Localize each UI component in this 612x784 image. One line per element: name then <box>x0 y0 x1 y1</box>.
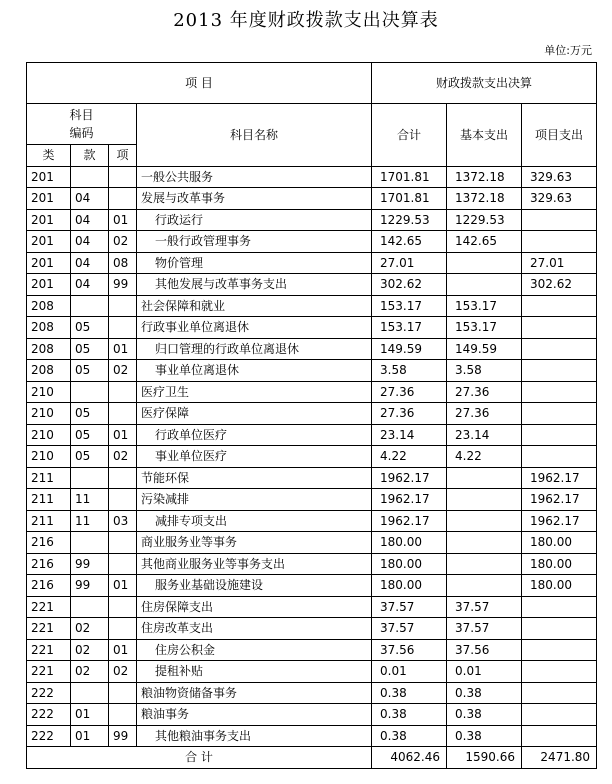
cell-basic: 37.57 <box>447 596 522 618</box>
cell-basic: 153.17 <box>447 317 522 339</box>
cell-kuan: 01 <box>71 704 109 726</box>
cell-name: 医疗卫生 <box>137 381 372 403</box>
cell-project <box>522 639 597 661</box>
cell-xiang <box>109 166 137 188</box>
table-row <box>27 446 597 468</box>
cell-project: 1962.17 <box>522 510 597 532</box>
header-total: 合计 <box>372 104 447 167</box>
header-lei: 类 <box>27 145 71 167</box>
cell-total: 1701.81 <box>372 188 447 210</box>
cell-kuan: 04 <box>71 274 109 296</box>
cell-name: 医疗保障 <box>137 403 372 425</box>
cell-kuan <box>71 682 109 704</box>
cell-project: 180.00 <box>522 532 597 554</box>
header-code-title: 科目 编码 <box>27 104 137 145</box>
cell-total: 1962.17 <box>372 467 447 489</box>
cell-kuan <box>71 532 109 554</box>
cell-name: 其他商业服务业等事务支出 <box>137 553 372 575</box>
cell-xiang: 02 <box>109 661 137 683</box>
cell-name: 住房保障支出 <box>137 596 372 618</box>
total-project: 2471.80 <box>522 747 597 769</box>
cell-project: 329.63 <box>522 188 597 210</box>
cell-xiang <box>109 682 137 704</box>
cell-total: 1962.17 <box>372 489 447 511</box>
cell-project: 180.00 <box>522 553 597 575</box>
cell-xiang <box>109 188 137 210</box>
cell-project <box>522 704 597 726</box>
cell-lei: 221 <box>27 618 71 640</box>
cell-total: 1962.17 <box>372 510 447 532</box>
cell-total: 37.57 <box>372 618 447 640</box>
cell-project <box>522 725 597 747</box>
cell-kuan: 11 <box>71 510 109 532</box>
cell-basic: 1372.18 <box>447 166 522 188</box>
cell-xiang <box>109 403 137 425</box>
header-basic: 基本支出 <box>447 104 522 167</box>
cell-xiang: 08 <box>109 252 137 274</box>
cell-basic: 0.38 <box>447 725 522 747</box>
cell-basic: 4.22 <box>447 446 522 468</box>
cell-project: 302.62 <box>522 274 597 296</box>
header-group: 财政拨款支出决算 <box>372 63 597 104</box>
cell-total: 153.17 <box>372 317 447 339</box>
cell-project <box>522 596 597 618</box>
cell-project <box>522 231 597 253</box>
table-row <box>27 317 597 339</box>
cell-project: 180.00 <box>522 575 597 597</box>
cell-xiang <box>109 489 137 511</box>
cell-xiang: 02 <box>109 446 137 468</box>
header-item: 项 目 <box>27 63 372 104</box>
cell-name: 商业服务业等事务 <box>137 532 372 554</box>
cell-basic <box>447 553 522 575</box>
cell-lei: 208 <box>27 338 71 360</box>
cell-kuan: 99 <box>71 553 109 575</box>
cell-project: 27.01 <box>522 252 597 274</box>
cell-kuan: 11 <box>71 489 109 511</box>
header-name: 科目名称 <box>137 104 372 167</box>
unit-label: 单位:万元 <box>544 44 592 57</box>
total-sum: 4062.46 <box>372 747 447 769</box>
table-row <box>27 682 597 704</box>
cell-name: 污染减排 <box>137 489 372 511</box>
cell-basic: 0.01 <box>447 661 522 683</box>
cell-basic: 153.17 <box>447 295 522 317</box>
cell-name: 归口管理的行政单位离退休 <box>137 338 372 360</box>
cell-total: 4.22 <box>372 446 447 468</box>
cell-total: 27.36 <box>372 381 447 403</box>
cell-lei: 208 <box>27 295 71 317</box>
cell-kuan: 02 <box>71 661 109 683</box>
cell-lei: 208 <box>27 360 71 382</box>
cell-lei: 221 <box>27 661 71 683</box>
cell-kuan: 04 <box>71 252 109 274</box>
cell-lei: 222 <box>27 704 71 726</box>
cell-xiang: 03 <box>109 510 137 532</box>
cell-basic: 1229.53 <box>447 209 522 231</box>
cell-name: 发展与改革事务 <box>137 188 372 210</box>
table-row <box>27 704 597 726</box>
table-row <box>27 618 597 640</box>
cell-lei: 210 <box>27 446 71 468</box>
cell-xiang <box>109 381 137 403</box>
cell-total: 0.38 <box>372 725 447 747</box>
cell-basic: 27.36 <box>447 403 522 425</box>
cell-name: 一般行政管理事务 <box>137 231 372 253</box>
cell-lei: 210 <box>27 381 71 403</box>
cell-kuan: 05 <box>71 317 109 339</box>
table-row <box>27 295 597 317</box>
cell-basic <box>447 510 522 532</box>
cell-lei: 210 <box>27 403 71 425</box>
cell-project <box>522 381 597 403</box>
table-row <box>27 209 597 231</box>
cell-basic: 37.56 <box>447 639 522 661</box>
cell-project <box>522 317 597 339</box>
cell-xiang <box>109 596 137 618</box>
cell-total: 142.65 <box>372 231 447 253</box>
cell-name: 其他粮油事务支出 <box>137 725 372 747</box>
cell-project <box>522 360 597 382</box>
cell-xiang <box>109 553 137 575</box>
cell-lei: 216 <box>27 575 71 597</box>
table-row <box>27 274 597 296</box>
cell-kuan <box>71 295 109 317</box>
cell-project <box>522 295 597 317</box>
table-row <box>27 188 597 210</box>
cell-total: 27.36 <box>372 403 447 425</box>
cell-kuan <box>71 166 109 188</box>
table-row <box>27 639 597 661</box>
cell-project <box>522 209 597 231</box>
cell-name: 粮油物资储备事务 <box>137 682 372 704</box>
cell-name: 住房公积金 <box>137 639 372 661</box>
cell-basic: 3.58 <box>447 360 522 382</box>
table-row <box>27 725 597 747</box>
cell-lei: 208 <box>27 317 71 339</box>
cell-total: 1229.53 <box>372 209 447 231</box>
table-row <box>27 661 597 683</box>
cell-basic: 0.38 <box>447 704 522 726</box>
page-title: 2013 年度财政拨款支出决算表 <box>173 10 439 31</box>
cell-name: 粮油事务 <box>137 704 372 726</box>
cell-name: 提租补贴 <box>137 661 372 683</box>
cell-kuan: 05 <box>71 360 109 382</box>
table-body <box>27 166 597 747</box>
cell-name: 行政事业单位离退休 <box>137 317 372 339</box>
table-row <box>27 553 597 575</box>
cell-project: 1962.17 <box>522 467 597 489</box>
cell-name: 住房改革支出 <box>137 618 372 640</box>
cell-kuan: 05 <box>71 446 109 468</box>
cell-lei: 211 <box>27 489 71 511</box>
cell-total: 23.14 <box>372 424 447 446</box>
table-row <box>27 467 597 489</box>
cell-name: 事业单位医疗 <box>137 446 372 468</box>
cell-kuan: 04 <box>71 188 109 210</box>
cell-kuan: 02 <box>71 639 109 661</box>
cell-total: 27.01 <box>372 252 447 274</box>
cell-xiang <box>109 532 137 554</box>
cell-lei: 201 <box>27 274 71 296</box>
cell-project: 1962.17 <box>522 489 597 511</box>
cell-xiang <box>109 467 137 489</box>
cell-total: 0.38 <box>372 704 447 726</box>
table-row <box>27 532 597 554</box>
cell-name: 一般公共服务 <box>137 166 372 188</box>
cell-total: 180.00 <box>372 575 447 597</box>
budget-table <box>26 62 597 769</box>
table-row <box>27 403 597 425</box>
table-row <box>27 231 597 253</box>
cell-total: 302.62 <box>372 274 447 296</box>
cell-name: 服务业基础设施建设 <box>137 575 372 597</box>
cell-xiang <box>109 704 137 726</box>
cell-kuan: 01 <box>71 725 109 747</box>
table-row <box>27 424 597 446</box>
cell-basic: 23.14 <box>447 424 522 446</box>
table-row <box>27 360 597 382</box>
cell-lei: 216 <box>27 532 71 554</box>
cell-project <box>522 446 597 468</box>
cell-name: 减排专项支出 <box>137 510 372 532</box>
cell-total: 149.59 <box>372 338 447 360</box>
total-label: 合 计 <box>27 747 372 769</box>
cell-total: 0.01 <box>372 661 447 683</box>
cell-basic <box>447 274 522 296</box>
cell-basic: 0.38 <box>447 682 522 704</box>
cell-lei: 222 <box>27 725 71 747</box>
header-project: 项目支出 <box>522 104 597 167</box>
cell-xiang <box>109 618 137 640</box>
cell-kuan: 04 <box>71 231 109 253</box>
cell-kuan <box>71 381 109 403</box>
cell-basic <box>447 532 522 554</box>
cell-lei: 201 <box>27 188 71 210</box>
cell-basic <box>447 467 522 489</box>
cell-lei: 210 <box>27 424 71 446</box>
cell-kuan: 04 <box>71 209 109 231</box>
cell-project <box>522 618 597 640</box>
cell-kuan: 05 <box>71 424 109 446</box>
cell-project <box>522 403 597 425</box>
cell-total: 153.17 <box>372 295 447 317</box>
cell-lei: 216 <box>27 553 71 575</box>
cell-kuan: 05 <box>71 338 109 360</box>
cell-xiang: 01 <box>109 209 137 231</box>
table-row <box>27 381 597 403</box>
cell-kuan <box>71 596 109 618</box>
header-xiang: 项 <box>109 145 137 167</box>
cell-name: 行政运行 <box>137 209 372 231</box>
cell-name: 行政单位医疗 <box>137 424 372 446</box>
cell-name: 事业单位离退休 <box>137 360 372 382</box>
cell-xiang <box>109 317 137 339</box>
cell-basic <box>447 575 522 597</box>
table-row <box>27 166 597 188</box>
cell-kuan: 05 <box>71 403 109 425</box>
cell-basic: 142.65 <box>447 231 522 253</box>
cell-name: 物价管理 <box>137 252 372 274</box>
cell-total: 0.38 <box>372 682 447 704</box>
cell-basic: 149.59 <box>447 338 522 360</box>
cell-xiang: 02 <box>109 231 137 253</box>
cell-lei: 211 <box>27 467 71 489</box>
cell-project <box>522 424 597 446</box>
cell-project: 329.63 <box>522 166 597 188</box>
header-kuan: 款 <box>71 145 109 167</box>
cell-lei: 222 <box>27 682 71 704</box>
table-row <box>27 489 597 511</box>
cell-total: 37.56 <box>372 639 447 661</box>
cell-xiang: 99 <box>109 725 137 747</box>
cell-kuan: 99 <box>71 575 109 597</box>
cell-total: 180.00 <box>372 553 447 575</box>
cell-lei: 201 <box>27 231 71 253</box>
cell-total: 180.00 <box>372 532 447 554</box>
cell-lei: 201 <box>27 209 71 231</box>
total-basic: 1590.66 <box>447 747 522 769</box>
cell-basic <box>447 252 522 274</box>
cell-total: 37.57 <box>372 596 447 618</box>
cell-lei: 201 <box>27 252 71 274</box>
cell-name: 其他发展与改革事务支出 <box>137 274 372 296</box>
cell-total: 1701.81 <box>372 166 447 188</box>
cell-xiang: 01 <box>109 338 137 360</box>
cell-project <box>522 682 597 704</box>
cell-basic: 37.57 <box>447 618 522 640</box>
cell-kuan: 02 <box>71 618 109 640</box>
cell-basic <box>447 489 522 511</box>
cell-lei: 221 <box>27 596 71 618</box>
cell-total: 3.58 <box>372 360 447 382</box>
cell-project <box>522 661 597 683</box>
cell-basic: 27.36 <box>447 381 522 403</box>
table-row <box>27 510 597 532</box>
cell-lei: 211 <box>27 510 71 532</box>
cell-xiang <box>109 295 137 317</box>
cell-xiang: 99 <box>109 274 137 296</box>
table-row <box>27 575 597 597</box>
cell-kuan <box>71 467 109 489</box>
cell-lei: 221 <box>27 639 71 661</box>
table-row <box>27 252 597 274</box>
cell-name: 节能环保 <box>137 467 372 489</box>
cell-project <box>522 338 597 360</box>
cell-lei: 201 <box>27 166 71 188</box>
cell-name: 社会保障和就业 <box>137 295 372 317</box>
cell-xiang: 01 <box>109 575 137 597</box>
table-row <box>27 338 597 360</box>
table-row <box>27 596 597 618</box>
cell-xiang: 01 <box>109 424 137 446</box>
total-row <box>27 747 597 769</box>
cell-xiang: 01 <box>109 639 137 661</box>
cell-xiang: 02 <box>109 360 137 382</box>
cell-basic: 1372.18 <box>447 188 522 210</box>
